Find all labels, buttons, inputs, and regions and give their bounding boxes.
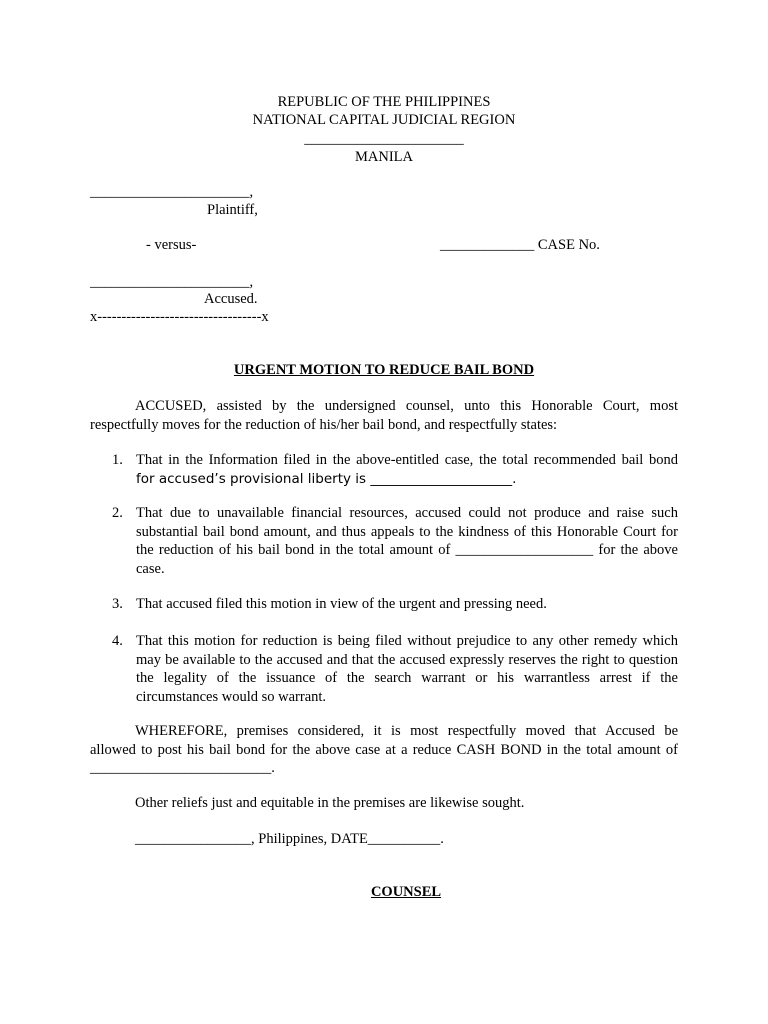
document-title: URGENT MOTION TO REDUCE BAIL BOND — [233, 362, 535, 378]
versus-label: - versus- — [146, 237, 197, 253]
item-number: 1. — [112, 452, 123, 468]
accused-blank: ______________________, — [90, 274, 254, 290]
wherefore-line: WHEREFORE, premises considered, it is most respectfully moved that Accused be — [135, 723, 678, 739]
header-region: NATIONAL CAPITAL JUDICIAL REGION — [252, 112, 516, 128]
item-text: case. — [136, 560, 165, 577]
counsel-heading: COUNSEL — [370, 884, 442, 900]
item-text: substantial bail bond amount, and thus appeals to the kindness of this Honorable Court for — [136, 523, 678, 540]
place-date-line: ________________, Philippines, DATE__________. — [135, 831, 444, 847]
item-text: the reduction of his bail bond in the total amount of ___________________ for the above — [136, 542, 678, 558]
wherefore-line: allowed to post his bail bond for the above case at a reduce CASH BOND in the total amount of — [90, 741, 678, 758]
accused-label: Accused. — [204, 291, 258, 307]
item-text: That this motion for reduction is being filed without prejudice to any other remedy which — [136, 633, 678, 649]
item-text: That accused filed this motion in view of the urgent and pressing need. — [136, 596, 547, 612]
caption-divider: x----------------------------------x — [90, 309, 269, 325]
reliefs-text: Other reliefs just and equitable in the premises are likewise sought. — [135, 795, 525, 811]
wherefore-line: _________________________. — [90, 760, 275, 776]
item-number: 2. — [112, 505, 123, 521]
item-text: may be available to the accused and that the accused expressly reserves the right to question — [136, 651, 678, 668]
header-branch-blank: ______________________ — [304, 131, 464, 147]
item-text: That due to unavailable financial resources, accused could not produce and raise such — [136, 505, 678, 521]
header-republic: REPUBLIC OF THE PHILIPPINES — [277, 94, 491, 110]
intro-paragraph: ACCUSED, assisted by the undersigned counsel, unto this Honorable Court, most respectfully moves for the reduction of his/her bail bond, and respectfully states: — [90, 398, 678, 433]
plaintiff-blank: ______________________, — [90, 184, 254, 200]
plaintiff-label: Plaintiff, — [207, 202, 258, 218]
header-city: MANILA — [355, 149, 413, 165]
item-text: the legality of the issuance of the search warrant or his warrantless arrest if the — [136, 670, 678, 686]
item-number: 4. — [112, 633, 123, 649]
item-text: That in the Information filed in the above-entitled case, the total recommended bail bond — [136, 452, 678, 468]
wherefore-paragraph — [90, 722, 678, 778]
item-number: 3. — [112, 596, 123, 612]
item-text: circumstances would so warrant. — [136, 688, 327, 705]
item-text: for accused’s provisional liberty is _____________________. — [136, 470, 517, 487]
case-number: _____________ CASE No. — [440, 237, 600, 253]
